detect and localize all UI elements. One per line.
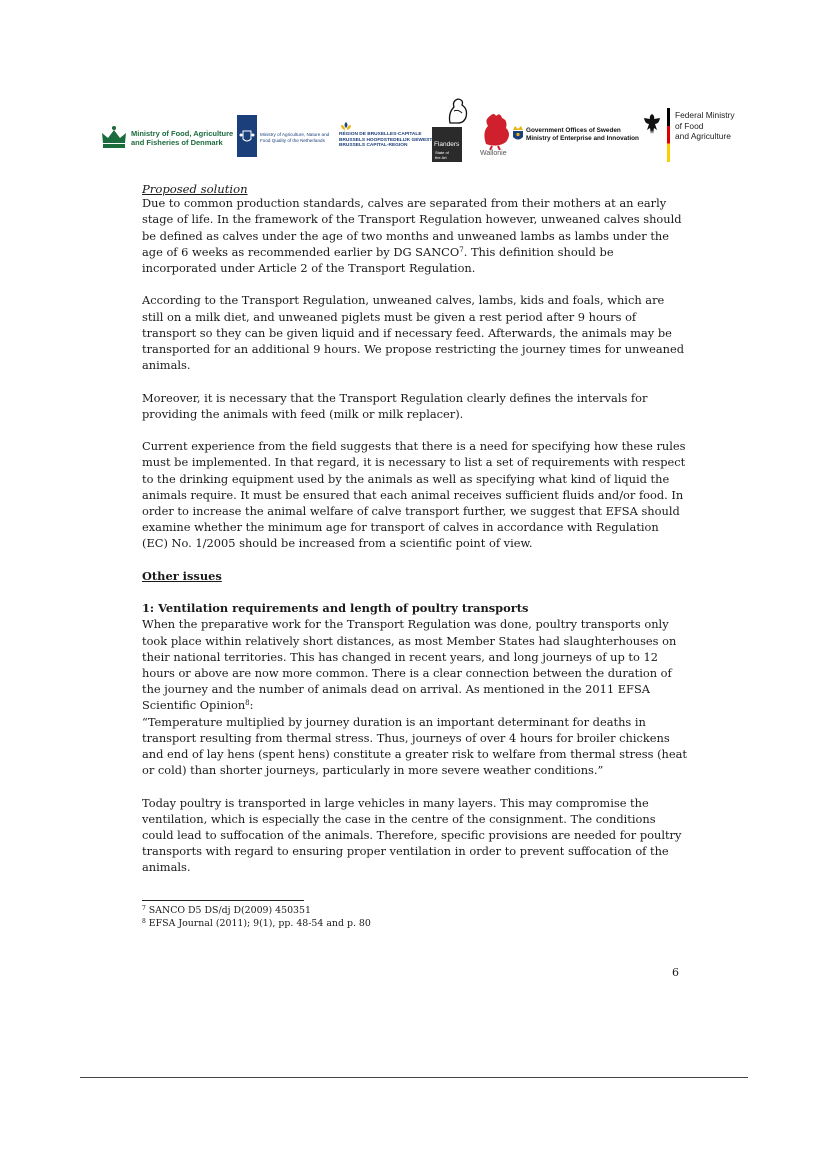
footnote-8 [142,918,371,931]
efsa-quote: “Temperature multiplied by journey duration is an important determinant for deaths in transport resulting from thermal stress. Thus, journeys of over 4 hours for broiler chickens and end of lay hens (spent hens) constitute a greater risk to welfare from thermal stress (heat or cold) than shorter journeys, particularly in more severe weather conditions.” [142,714,687,778]
issue-1-heading: 1: Ventilation requirements and length of poultry transports [142,601,529,616]
footnote-7 [142,905,371,918]
flanders-tagline-2: the Art [435,155,447,160]
denmark-ministry-logo [100,125,240,155]
footnotes [142,905,371,930]
germany-ministry-logo [637,108,747,163]
page-bottom-rule [80,1077,748,1078]
paragraph-unweaned-definition [142,195,687,276]
lion-icon [446,97,470,125]
swedish-crown-icon [512,124,524,142]
paragraph-feed-intervals: Moreover, it is necessary that the Transport Regulation clearly defines the intervals for providing the animals with feed (milk or milk replacer). [142,390,648,421]
netherlands-logo-line1: Ministry of Agriculture, Nature and [260,132,330,137]
footnote-ref-8: 8 [245,699,250,708]
denmark-logo-line1: Ministry of Food, Agriculture [131,129,234,138]
flanders-box [432,127,462,162]
paragraph-rest-period: According to the Transport Regulation, unweaned calves, lambs, kids and foals, which are still on a milk diet, and unweaned piglets must be given a rest period after 9 hours of transport so they can be given liquid and if necessary feed. Afterwards, the animals may be transported for an additional 9 hours. We propose restricting the journey times for unweaned animals. [142,293,685,373]
footnote-text: SANCO D5 DS/dj D(2009) 450351 [145,905,311,916]
other-issues-heading: Other issues [142,568,222,583]
footnote-number: 8 [142,917,146,925]
eagle-icon [641,112,663,138]
paragraph-text: Due to common production standards, calves are separated from their mothers at an early stage of life. In the framework of the Transport Regulation however, unweaned calves should be defined as calves under the age of two months and unweaned lambs as lambs under the age of 6 weeks as recommended earlier by DG SANCO [142,196,682,259]
paragraph-text: When the preparative work for the Transport Regulation was done, poultry transports only took place within relatively short distances, as most Member States had slaughterhouses on their national territories. This has changed in recent years, and long journeys of up to 12 hours or above are now more common. There is a clear connection between the duration of the journey and the number of animals dead on arrival. As mentioned in the 2011 EFSA Scientific Opinion [142,617,677,713]
crown-icon [100,125,128,151]
coat-of-arms-icon [237,115,257,157]
sweden-logo-line2: Ministry of Enterprise and Innovation [526,135,639,142]
germany-logo-line2: of Food [675,120,704,131]
flanders-name: Flanders [434,141,460,148]
paragraph-poultry-transport [142,616,687,713]
german-flag-stripe [667,108,670,162]
footnote-ref-7: 7 [459,245,464,254]
netherlands-emblem-bar [237,115,257,157]
iris-icon [339,122,353,132]
proposed-solution-heading: Proposed solution [142,182,248,196]
germany-logo-line3: and Agriculture [675,131,731,141]
flanders-logo [432,97,480,167]
paragraph-text-end: . This definition should be incorporated under Article 2 of the Transport Regulation. [142,244,614,276]
paragraph-text-end: : [249,698,254,713]
page-number: 6 [672,966,679,979]
rooster-icon [478,110,514,150]
brussels-region-logo [339,122,434,152]
denmark-logo-line2: and Fisheries of Denmark [131,138,223,147]
footnote-separator [142,900,304,901]
footnote-number: 7 [142,905,146,912]
brussels-logo-line1: RÉGION DE BRUXELLES-CAPITALE [339,132,422,137]
flanders-tagline-1: State of [435,150,449,155]
header-logos [0,0,827,180]
footnote-text: EFSA Journal (2011); 9(1), pp. 48-54 and p. 80 [145,917,371,929]
brussels-logo-line3: BRUSSELS CAPITAL-REGION [339,143,408,149]
paragraph-ventilation: Today poultry is transported in large vehicles in many layers. This may compromise the ventilation, which is especially the case in the centre of the consignment. The conditions could lead to suffocation of the animals. Therefore, specific provisions are needed for poultry transports with regard to ensuring proper ventilation in order to prevent suffocation of the animals. [142,795,682,875]
germany-logo-line1: Federal Ministry [675,110,735,120]
brussels-logo-line2: BRUSSELS HOOFDSTEDELIJK GEWEST [339,137,433,143]
paragraph-field-experience: Current experience from the field suggests that there is a need for specifying how these rules must be implemented. In that regard, it is necessary to list a set of requirements with respect to the drinking equipment used by the animals as well as specifying what kind of liquid the animals require. It must be ensured that each animal receives sufficient fluids and/or food. In order to increase the animal welfare of calve transport further, we suggest that EFSA should examine whether the minimum age for transport of calves in accordance with Regulation (EC) No. 1/2005 should be increased from a scientific point of view. [142,439,686,551]
netherlands-ministry-logo [237,115,337,157]
document-body [142,181,687,876]
netherlands-logo-line2: Food Quality of the Netherlands [260,138,325,143]
sweden-logo-line1: Government Offices of Sweden [526,127,621,134]
wallonie-name: Wallonie [480,150,507,157]
